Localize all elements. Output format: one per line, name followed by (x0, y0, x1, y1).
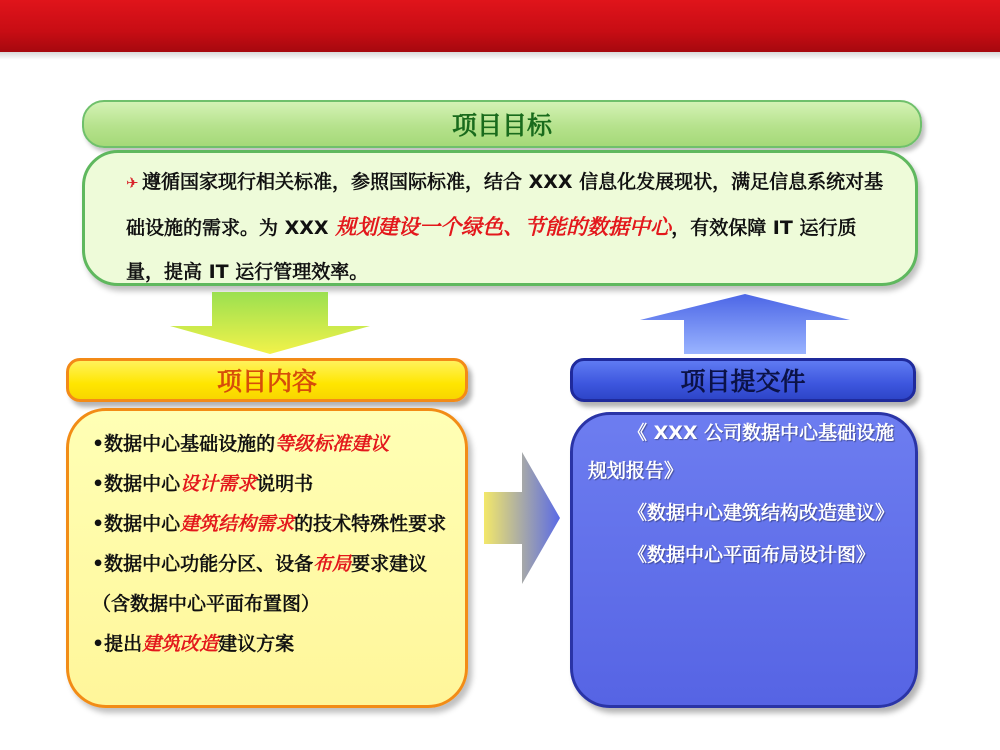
header-shadow (0, 52, 1000, 60)
list-item-text: •数据中心 (92, 473, 181, 495)
list-item-text: 建议方案 (218, 633, 295, 655)
goal-title (82, 100, 922, 148)
list-item-text: 的技术特殊性要求 (294, 513, 447, 535)
list-item-emphasis: 设计需求 (180, 473, 257, 495)
content-title (66, 358, 468, 402)
plane-icon: ✈ (126, 174, 139, 192)
list-item (92, 424, 462, 464)
list-item-text: •数据中心功能分区、设备 (92, 553, 314, 575)
list-item-emphasis: 建筑结构需求 (180, 513, 295, 535)
list-item-text: 说明书 (256, 473, 314, 495)
list-item (92, 544, 462, 624)
goal-text-part-1: 遵循国家现行相关标准，参照国际标准，结合 XXX 信息化发展现状，满足信息系统对基础设施的需求。为 XXX (126, 171, 884, 239)
deliverables-list (588, 414, 906, 578)
list-item (92, 464, 462, 504)
goal-title-text: 项目目标 (451, 111, 552, 140)
content-title-text: 项目内容 (216, 367, 317, 396)
list-item: 《数据中心平面布局设计图》 (628, 544, 876, 566)
content-list (92, 424, 462, 664)
up-arrow-icon (630, 292, 860, 356)
list-item-text: •数据中心 (92, 513, 181, 535)
list-item: 《 XXX 公司数据中心基础设施规划报告》 (588, 422, 895, 482)
list-item: 《数据中心建筑结构改造建议》 (628, 502, 895, 524)
goal-emphasis: 规划建设一个绿色、节能的数据中心 (335, 215, 672, 239)
right-arrow-icon (484, 450, 562, 586)
header-bar (0, 0, 1000, 52)
list-item-emphasis: 布局 (313, 553, 352, 575)
list-item (92, 624, 462, 664)
deliverables-title-text: 项目提交件 (680, 367, 806, 396)
down-arrow-icon (160, 292, 380, 356)
list-item-emphasis: 建筑改造 (142, 633, 219, 655)
goal-text-part-2: ，有效保障 IT 运行质量，提高 IT 运行管理效率。 (126, 217, 857, 283)
list-item-text: •提出 (92, 633, 143, 655)
list-item (92, 504, 462, 544)
goal-text (126, 160, 886, 294)
deliverables-title (570, 358, 916, 402)
list-item-text: •数据中心基础设施的 (92, 433, 276, 455)
list-item-emphasis: 等级标准建议 (275, 433, 390, 455)
list-item-text: 要求建议（含数据中心平面布置图） (92, 553, 428, 615)
